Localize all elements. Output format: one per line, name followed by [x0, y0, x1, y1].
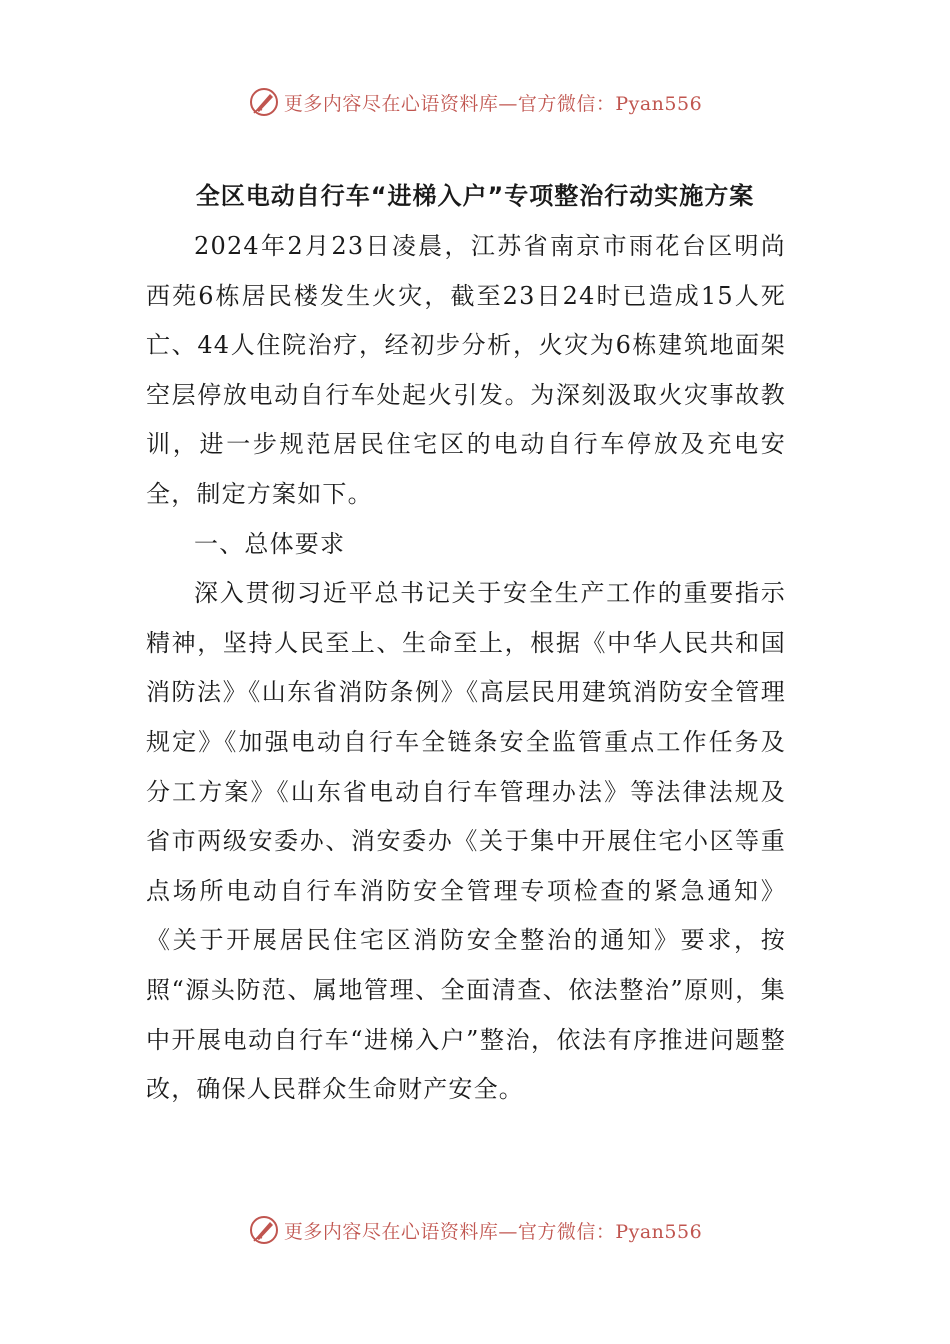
watermark-text: 更多内容尽在心语资料库—官方微信：Pyan556 [283, 1220, 703, 1243]
document-title: 全区电动自行车“进梯入户”专项整治行动实施方案 [195, 182, 755, 210]
quill-logo-icon [248, 1214, 280, 1246]
header-watermark [0, 82, 950, 122]
footer-watermark [0, 1210, 950, 1250]
intro-paragraph: 2024年2月23日凌晨，江苏省南京市雨花台区明尚西苑6栋居民楼发生火灾，截至23日24时已造成15人死亡、44人住院治疗，经初步分析，火灾为6栋建筑地面架空层停放电动自行车处起火引发。为深刻汲取火灾事故教训，进一步规范居民住宅区的电动自行车停放及充电安全，制定方案如下。 [146, 232, 786, 508]
requirements-paragraph: 深入贯彻习近平总书记关于安全生产工作的重要指示精神，坚持人民至上、生命至上，根据《中华人民共和国消防法》《山东省消防条例》《高层民用建筑消防安全管理规定》《加强电动自行车全链条安全监管重点工作任务及分工方案》《山东省电动自行车管理办法》等法律法规及省市两级安委办、消安委办《关于集中开展住宅小区等重点场所电动自行车消防安全管理专项检查的紧急通知》《关于开展居民住宅区消防安全整治的通知》要求，按照“源头防范、属地管理、全面清查、依法整治”原则，集中开展电动自行车“进梯入户”整治，依法有序推进问题整改，确保人民群众生命财产安全。 [146, 579, 786, 1104]
document-body [146, 222, 786, 1115]
watermark-text: 更多内容尽在心语资料库—官方微信：Pyan556 [283, 92, 703, 115]
quill-logo-icon [248, 86, 280, 118]
section-heading: 一、总体要求 [194, 529, 346, 558]
